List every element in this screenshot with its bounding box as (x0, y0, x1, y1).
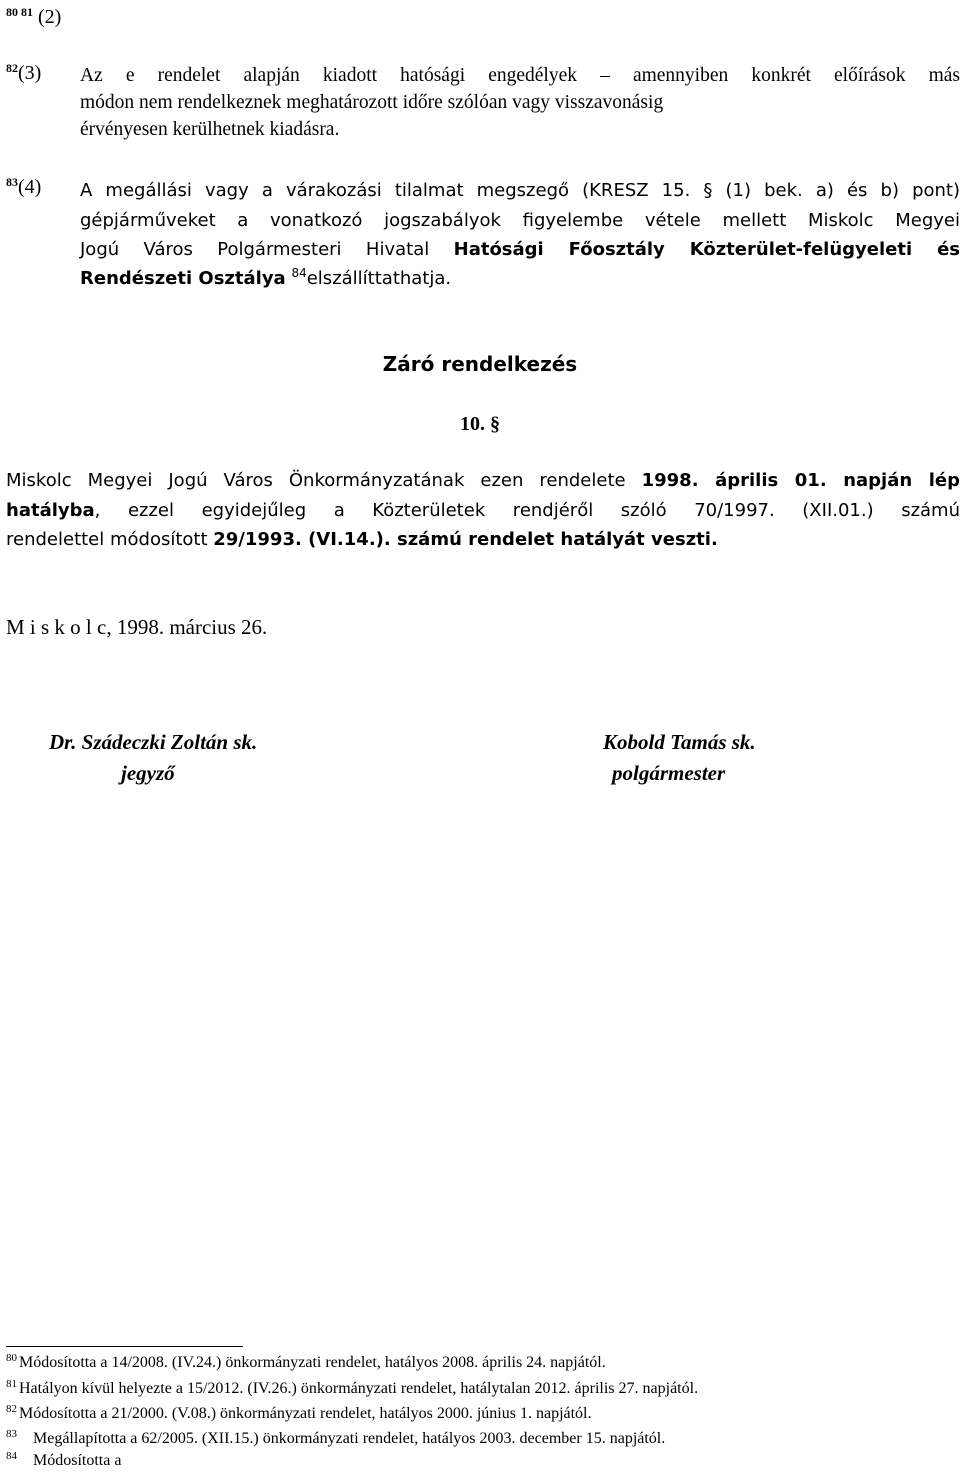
paragraph-4-line: gépjárműveket a vonatkozó jogszabályok figyelembe vétele mellett Miskolc Megyei (80, 210, 960, 231)
closing-line (6, 529, 718, 550)
paragraph-3-line: módon nem rendelkeznek meghatározott időre szólóan vagy visszavonásig (80, 92, 664, 113)
footnote-ref: 80 81 (6, 5, 33, 19)
closing-line (6, 500, 960, 521)
footnote (6, 1354, 606, 1372)
footnote (6, 1405, 592, 1423)
section-heading: Záró rendelkezés (382, 352, 578, 376)
signature-left-title: jegyző (121, 761, 175, 785)
signature-right-title: polgármester (612, 761, 726, 785)
footnote (6, 1380, 698, 1398)
section-number: 10. § (460, 413, 500, 435)
text-run-bold: 29/1993. (VI.14.). számú rendelet hatályát veszti. (213, 529, 718, 550)
paragraph-4-line: A megállási vagy a várakozási tilalmat megszegő (KRESZ 15. § (1) bek. a) és b) pont) (80, 180, 960, 201)
footnote-number: 83 (6, 1428, 17, 1440)
text-run: Jogú Város Polgármesteri Hivatal (80, 239, 454, 260)
place-date: M i s k o l c, 1998. március 26. (6, 615, 268, 639)
signature-right-name: Kobold Tamás sk. (603, 730, 756, 754)
footnote-ref: 84 (291, 266, 307, 280)
footnote (6, 1452, 121, 1470)
closing-line (6, 470, 960, 491)
footnote-number: 81 (6, 1378, 17, 1390)
footnote (6, 1430, 665, 1448)
paragraph-label: (4) (18, 176, 42, 198)
paragraph-label: (2) (38, 6, 62, 28)
text-run: , ezzel egyidejűleg a Közterületek rendjéről szóló 70/1997. (XII.01.) számú (94, 500, 960, 521)
footnote-number: 80 (6, 1352, 17, 1364)
footnote-separator (6, 1346, 243, 1347)
paragraph-3-line: érvényesen kerülhetnek kiadásra. (80, 119, 340, 140)
footnote-ref: 82 (6, 61, 18, 75)
signature-left-name: Dr. Szádeczki Zoltán sk. (49, 730, 258, 754)
paragraph-label: (3) (18, 62, 42, 84)
paragraph-4-line (80, 239, 960, 260)
text-run-bold: hatályba (6, 500, 95, 521)
paragraph-4-label (6, 176, 41, 199)
footnote-text: Módosította a 14/2008. (IV.24.) önkormányzati rendelet, hatályos 2008. április 24. napjától. (19, 1354, 606, 1371)
footnote-text: Módosította a 21/2000. (V.08.) önkormányzati rendelet, hatályos 2000. június 1. napjától. (19, 1405, 592, 1422)
paragraph-3-label (6, 62, 41, 85)
text-run: rendelettel módosított (6, 529, 214, 550)
text-run-bold: 1998. április 01. napján lép (641, 470, 960, 491)
text-run: Miskolc Megyei Jogú Város Önkormányzatának ezen rendelete (6, 470, 642, 491)
footnote-ref: 83 (6, 175, 18, 189)
text-run-bold: Rendészeti Osztálya (80, 268, 286, 289)
footnote-text: Megállapította a 62/2005. (XII.15.) önkormányzati rendelet, hatályos 2003. december 15. napjától. (33, 1430, 666, 1447)
footnote-text: Módosította a (33, 1452, 122, 1469)
footnote-text: Hatályon kívül helyezte a 15/2012. (IV.26.) önkormányzati rendelet, hatálytalan 2012. április 27. napjától. (19, 1380, 699, 1397)
paragraph-3-line: Az e rendelet alapján kiadott hatósági engedélyek – amennyiben konkrét előírások más (80, 65, 960, 86)
paragraph-2 (6, 6, 61, 29)
footnote-number: 84 (6, 1450, 17, 1462)
footnote-number: 82 (6, 1403, 17, 1415)
text-run: elszállíttathatja. (306, 268, 452, 289)
paragraph-4-line (80, 268, 451, 289)
text-run-bold: Hatósági Főosztály Közterület-felügyeleti és (453, 239, 960, 260)
